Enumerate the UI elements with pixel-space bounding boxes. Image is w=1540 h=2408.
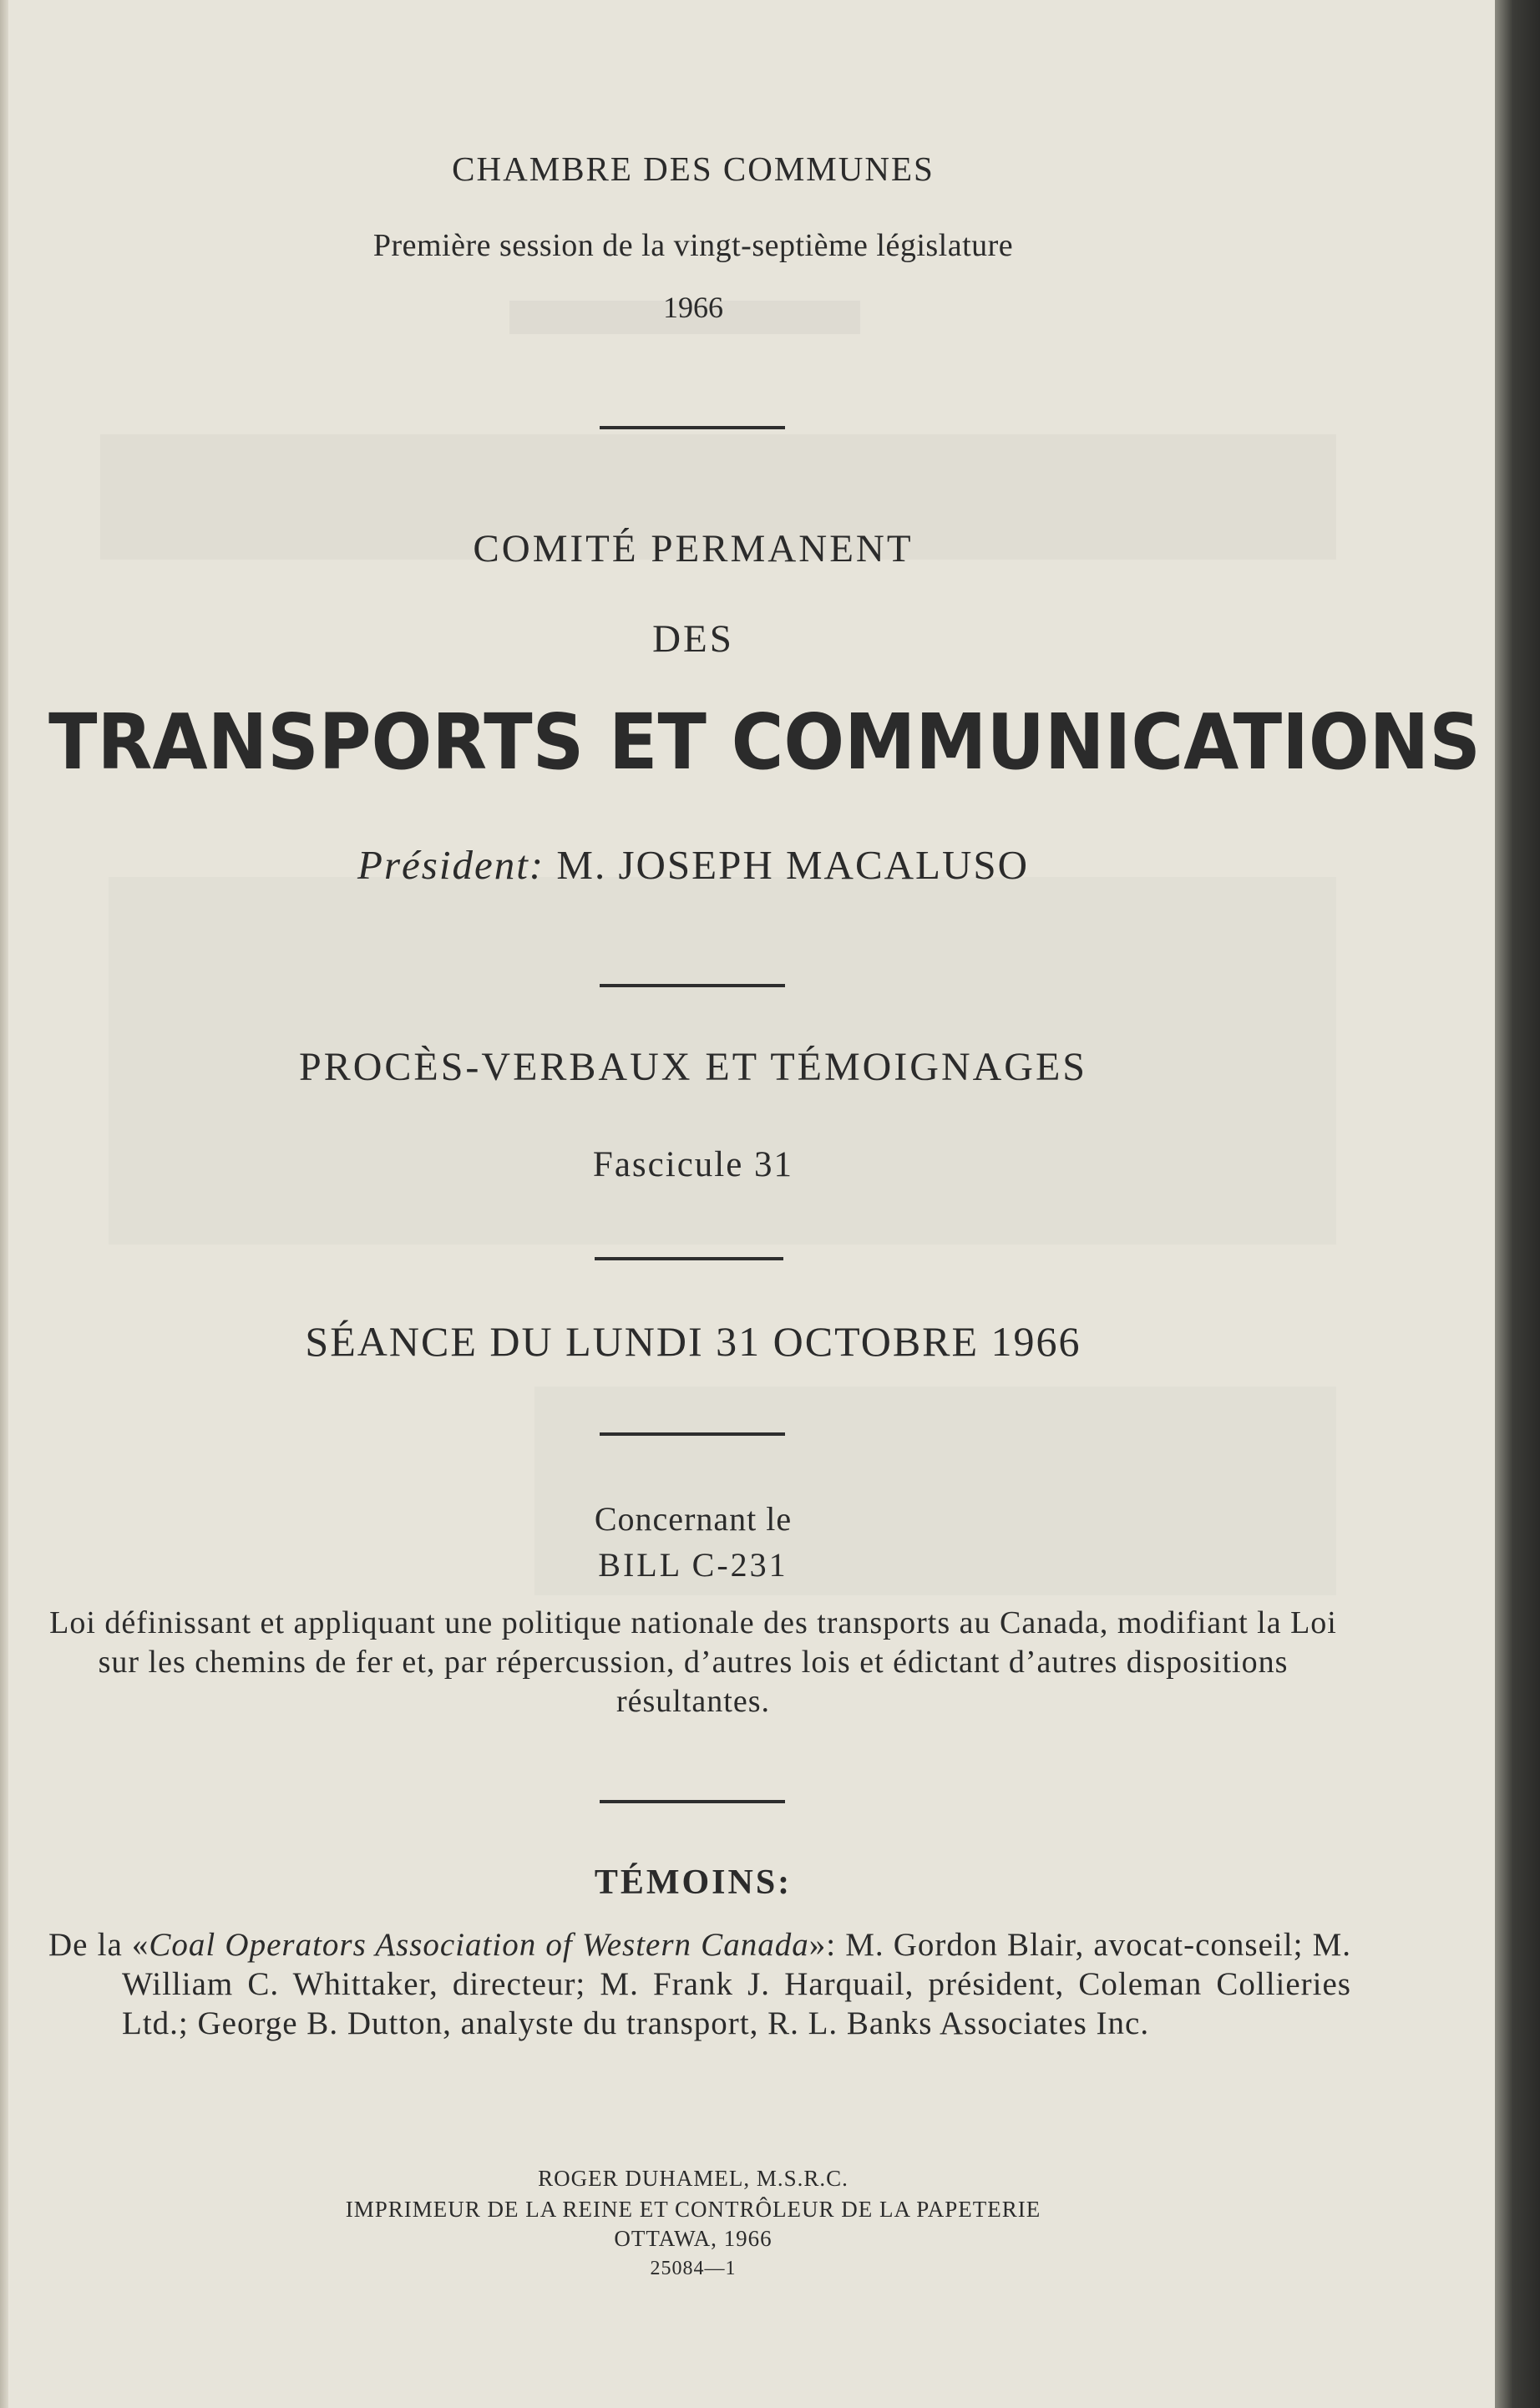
president-name: M. JOSEPH MACALUSO [556, 842, 1029, 888]
page-spine [0, 0, 8, 2408]
witness-list: M. Gordon Blair, avocat-conseil; M. William C. Whittaker, directeur; M. Frank J. Harquail, président, Coleman Collieries Ltd.; George B. Dutton, analyste du transport, R. L. Banks Associates Inc. [122, 1927, 1352, 2041]
witness-suffix: »: [808, 1927, 846, 1963]
divider-rule [600, 1432, 785, 1436]
sitting-date: SÉANCE DU LUNDI 31 OCTOBRE 1966 [305, 1318, 1082, 1365]
imprint-printer: ROGER DUHAMEL, M.S.R.C. [538, 2166, 849, 2191]
imprint-title: IMPRIMEUR DE LA REINE ET CONTRÔLEUR DE LA PAPETERIE [345, 2197, 1041, 2222]
scan-edge [1495, 0, 1540, 2408]
committee-line-2: DES [652, 617, 734, 661]
proceedings-title: PROCÈS-VERBAUX ET TÉMOIGNAGES [299, 1045, 1087, 1089]
witnesses-paragraph [48, 1925, 1351, 2043]
concerning-label: Concernant le [594, 1500, 793, 1538]
witness-organization: Coal Operators Association of Western Canada [149, 1927, 809, 1963]
committee-line-1: COMITÉ PERMANENT [473, 527, 914, 570]
divider-rule [595, 1257, 783, 1260]
witness-prefix: De la « [48, 1927, 149, 1963]
house-header: CHAMBRE DES COMMUNES [452, 150, 935, 188]
fascicule-number: Fascicule 31 [592, 1145, 794, 1184]
committee-title: TRANSPORTS ET COMMUNICATIONS [48, 697, 1481, 787]
president-label: Président: [357, 842, 545, 888]
imprint-place-year: OTTAWA, 1966 [614, 2226, 773, 2251]
divider-rule [600, 984, 785, 987]
session-line: Première session de la vingt-septième législature [372, 228, 1014, 263]
witnesses-heading: TÉMOINS: [594, 1863, 793, 1902]
divider-rule [600, 1800, 785, 1803]
divider-rule [600, 426, 785, 429]
bill-description: Loi définissant et appliquant une politique nationale des transports au Canada, modifiant la Loi sur les chemins de fer et, par répercussion, d’autres lois et édictant d’autres dispositions résultantes. [49, 1605, 1337, 1719]
imprint-code: 25084—1 [650, 2258, 737, 2279]
president-line [0, 841, 1386, 889]
session-year: 1966 [663, 291, 723, 324]
bill-number: BILL C-231 [598, 1546, 788, 1584]
